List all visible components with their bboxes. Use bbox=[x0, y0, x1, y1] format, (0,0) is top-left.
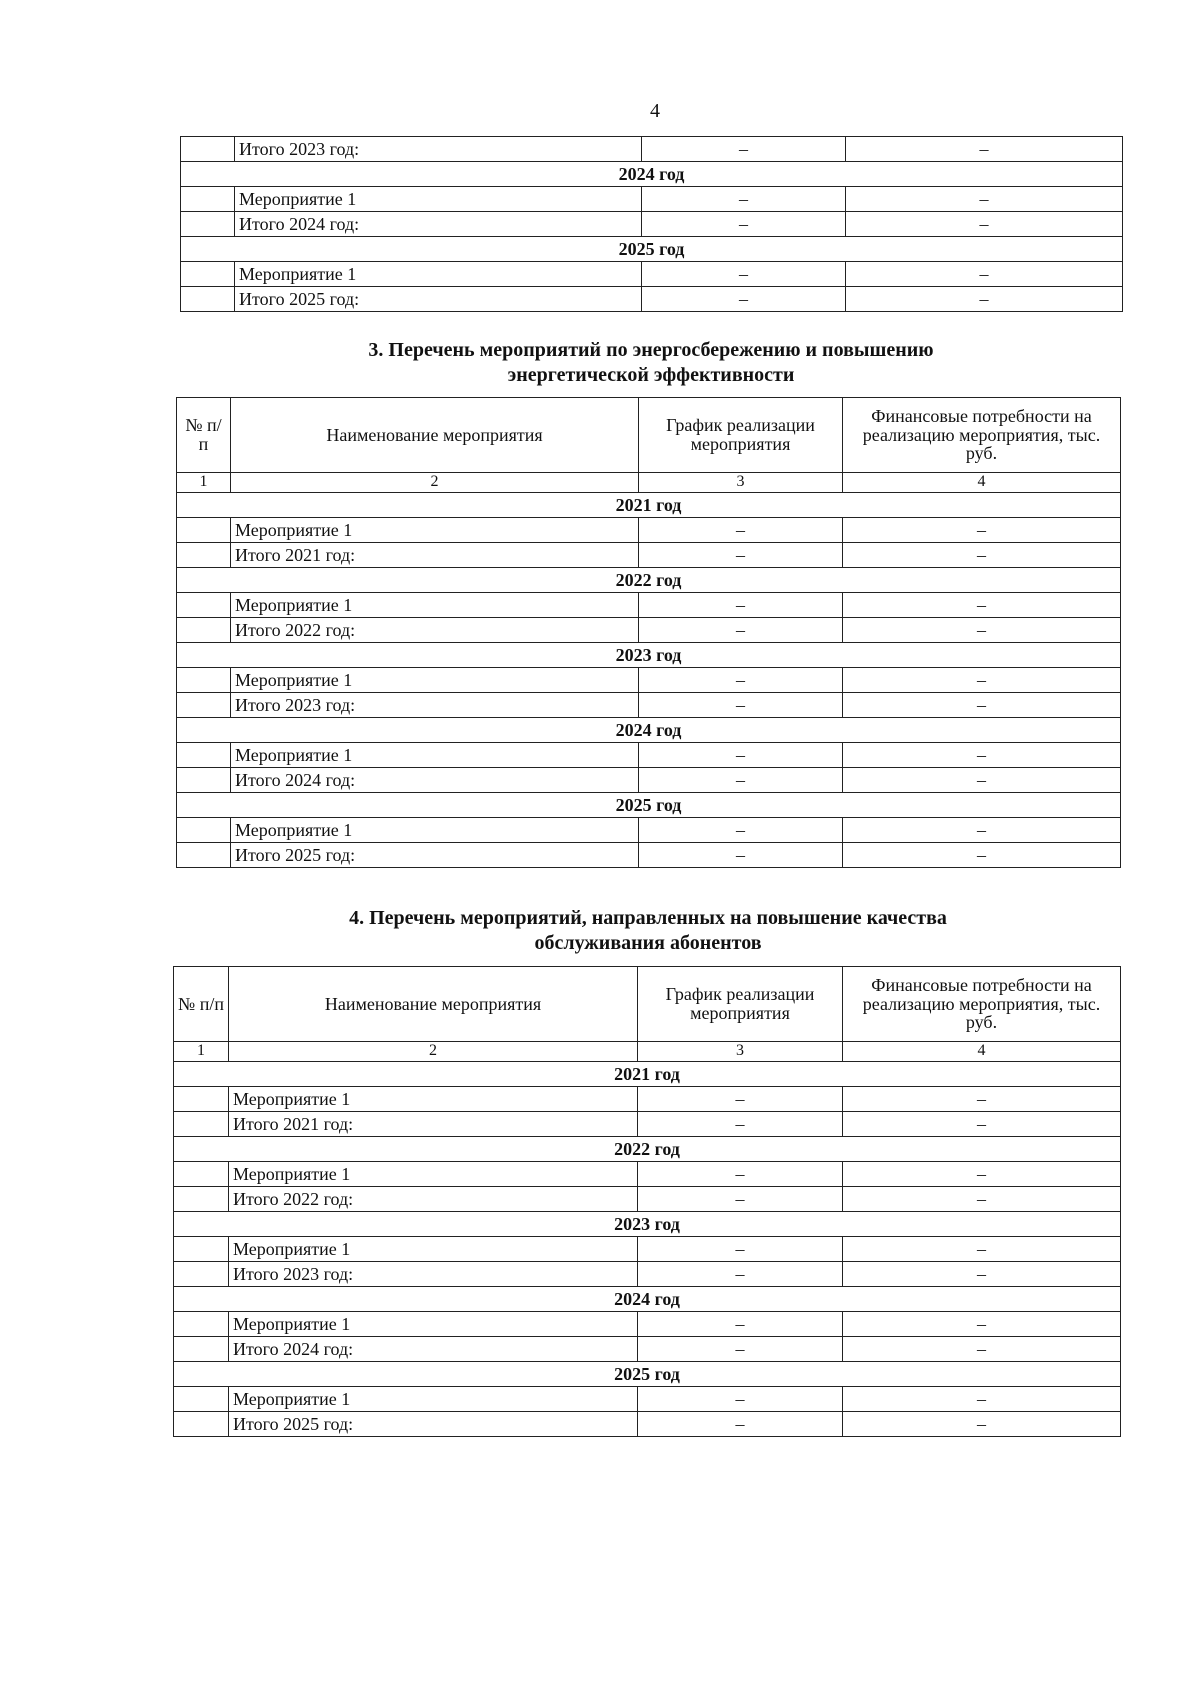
finance-cell: – bbox=[843, 1112, 1121, 1137]
section-4-title-line2: обслуживания абонентов bbox=[534, 932, 762, 954]
column-number: 2 bbox=[229, 1042, 638, 1062]
measure-name: Мероприятие 1 bbox=[229, 1387, 638, 1412]
total-row bbox=[177, 543, 1121, 568]
year-row bbox=[174, 1062, 1121, 1087]
schedule-cell: – bbox=[639, 668, 843, 693]
row-number-cell bbox=[177, 543, 231, 568]
section-3-title-line1: 3. Перечень мероприятий по энергосбережению и повышению bbox=[368, 339, 934, 361]
schedule-cell: – bbox=[642, 187, 846, 212]
finance-cell: – bbox=[843, 593, 1121, 618]
total-row bbox=[177, 768, 1121, 793]
row-number-cell bbox=[174, 1337, 229, 1362]
finance-cell: – bbox=[846, 262, 1123, 287]
year-label: 2022 год bbox=[177, 568, 1121, 593]
row-number-cell bbox=[174, 1262, 229, 1287]
section-3-table-body bbox=[177, 493, 1121, 868]
measure-row bbox=[174, 1387, 1121, 1412]
header-name: Наименование мероприятия bbox=[229, 967, 638, 1042]
total-label: Итого 2023 год: bbox=[229, 1262, 638, 1287]
row-number-cell bbox=[174, 1387, 229, 1412]
year-label: 2024 год bbox=[181, 162, 1123, 187]
total-row bbox=[177, 618, 1121, 643]
continued-table bbox=[180, 136, 1123, 312]
schedule-cell: – bbox=[639, 768, 843, 793]
header-number: № п/п bbox=[177, 398, 231, 473]
row-number-cell bbox=[181, 137, 235, 162]
total-label: Итого 2025 год: bbox=[231, 843, 639, 868]
header-schedule: График реализации мероприятия bbox=[638, 967, 843, 1042]
column-numbers-row bbox=[174, 1042, 1121, 1062]
column-number: 2 bbox=[231, 473, 639, 493]
finance-cell: – bbox=[843, 693, 1121, 718]
finance-cell: – bbox=[843, 543, 1121, 568]
year-row bbox=[177, 643, 1121, 668]
schedule-cell: – bbox=[638, 1337, 843, 1362]
year-row bbox=[181, 237, 1123, 262]
measure-name: Мероприятие 1 bbox=[229, 1312, 638, 1337]
total-row bbox=[181, 137, 1123, 162]
finance-cell: – bbox=[843, 743, 1121, 768]
total-label: Итого 2023 год: bbox=[231, 693, 639, 718]
row-number-cell bbox=[177, 843, 231, 868]
schedule-cell: – bbox=[642, 262, 846, 287]
measure-name: Мероприятие 1 bbox=[229, 1162, 638, 1187]
year-label: 2024 год bbox=[174, 1287, 1121, 1312]
finance-cell: – bbox=[843, 1187, 1121, 1212]
finance-cell: – bbox=[843, 1087, 1121, 1112]
finance-cell: – bbox=[843, 818, 1121, 843]
total-label: Итого 2024 год: bbox=[229, 1337, 638, 1362]
row-number-cell bbox=[177, 768, 231, 793]
section-4-table bbox=[173, 966, 1121, 1437]
row-number-cell bbox=[181, 287, 235, 312]
column-number: 1 bbox=[174, 1042, 229, 1062]
header-finance: Финансовые потребности на реализацию мероприятия, тыс. руб. bbox=[843, 398, 1121, 473]
schedule-cell: – bbox=[638, 1112, 843, 1137]
schedule-cell: – bbox=[639, 543, 843, 568]
total-row bbox=[174, 1187, 1121, 1212]
year-label: 2025 год bbox=[177, 793, 1121, 818]
row-number-cell bbox=[174, 1412, 229, 1437]
total-label: Итого 2025 год: bbox=[235, 287, 642, 312]
header-schedule: График реализации мероприятия bbox=[639, 398, 843, 473]
section-4-title bbox=[176, 906, 1120, 956]
schedule-cell: – bbox=[638, 1237, 843, 1262]
year-row bbox=[174, 1362, 1121, 1387]
year-row bbox=[177, 493, 1121, 518]
column-number: 3 bbox=[638, 1042, 843, 1062]
schedule-cell: – bbox=[642, 212, 846, 237]
total-label: Итого 2024 год: bbox=[235, 212, 642, 237]
continued-table-body bbox=[181, 137, 1123, 312]
row-number-cell bbox=[177, 668, 231, 693]
year-row bbox=[174, 1287, 1121, 1312]
total-label: Итого 2022 год: bbox=[231, 618, 639, 643]
schedule-cell: – bbox=[638, 1162, 843, 1187]
section-3-table bbox=[176, 397, 1121, 868]
row-number-cell bbox=[177, 693, 231, 718]
header-finance: Финансовые потребности на реализацию мероприятия, тыс. руб. bbox=[843, 967, 1121, 1042]
schedule-cell: – bbox=[639, 618, 843, 643]
measure-name: Мероприятие 1 bbox=[231, 818, 639, 843]
total-label: Итого 2021 год: bbox=[229, 1112, 638, 1137]
schedule-cell: – bbox=[642, 137, 846, 162]
row-number-cell bbox=[177, 593, 231, 618]
header-number: № п/п bbox=[174, 967, 229, 1042]
year-row bbox=[181, 162, 1123, 187]
year-label: 2023 год bbox=[174, 1212, 1121, 1237]
finance-cell: – bbox=[843, 1387, 1121, 1412]
schedule-cell: – bbox=[639, 518, 843, 543]
column-number: 4 bbox=[843, 473, 1121, 493]
schedule-cell: – bbox=[639, 843, 843, 868]
total-row bbox=[174, 1412, 1121, 1437]
row-number-cell bbox=[177, 618, 231, 643]
year-label: 2025 год bbox=[181, 237, 1123, 262]
row-number-cell bbox=[177, 518, 231, 543]
column-number: 1 bbox=[177, 473, 231, 493]
schedule-cell: – bbox=[639, 693, 843, 718]
measure-name: Мероприятие 1 bbox=[231, 743, 639, 768]
section-4-title-line1: 4. Перечень мероприятий, направленных на повышение качества bbox=[349, 907, 947, 929]
total-label: Итого 2021 год: bbox=[231, 543, 639, 568]
finance-cell: – bbox=[843, 843, 1121, 868]
finance-cell: – bbox=[843, 1262, 1121, 1287]
schedule-cell: – bbox=[638, 1312, 843, 1337]
column-number: 3 bbox=[639, 473, 843, 493]
measure-row bbox=[174, 1087, 1121, 1112]
page-number: 4 bbox=[650, 100, 660, 122]
year-label: 2024 год bbox=[177, 718, 1121, 743]
finance-cell: – bbox=[843, 618, 1121, 643]
schedule-cell: – bbox=[638, 1412, 843, 1437]
column-number: 4 bbox=[843, 1042, 1121, 1062]
year-row bbox=[177, 718, 1121, 743]
total-row bbox=[177, 693, 1121, 718]
year-row bbox=[174, 1137, 1121, 1162]
finance-cell: – bbox=[846, 137, 1123, 162]
section-3-title bbox=[180, 338, 1122, 388]
measure-name: Мероприятие 1 bbox=[235, 187, 642, 212]
measure-name: Мероприятие 1 bbox=[229, 1237, 638, 1262]
measure-row bbox=[181, 262, 1123, 287]
measure-row bbox=[177, 743, 1121, 768]
measure-name: Мероприятие 1 bbox=[231, 518, 639, 543]
finance-cell: – bbox=[843, 1312, 1121, 1337]
finance-cell: – bbox=[846, 187, 1123, 212]
row-number-cell bbox=[181, 212, 235, 237]
year-label: 2025 год bbox=[174, 1362, 1121, 1387]
total-label: Итого 2025 год: bbox=[229, 1412, 638, 1437]
total-row bbox=[177, 843, 1121, 868]
schedule-cell: – bbox=[638, 1187, 843, 1212]
schedule-cell: – bbox=[638, 1262, 843, 1287]
finance-cell: – bbox=[843, 1412, 1121, 1437]
measure-name: Мероприятие 1 bbox=[231, 593, 639, 618]
schedule-cell: – bbox=[639, 818, 843, 843]
row-number-cell bbox=[174, 1087, 229, 1112]
total-label: Итого 2022 год: bbox=[229, 1187, 638, 1212]
measure-row bbox=[181, 187, 1123, 212]
year-label: 2021 год bbox=[174, 1062, 1121, 1087]
finance-cell: – bbox=[843, 668, 1121, 693]
finance-cell: – bbox=[843, 518, 1121, 543]
year-label: 2022 год bbox=[174, 1137, 1121, 1162]
schedule-cell: – bbox=[638, 1387, 843, 1412]
row-number-cell bbox=[174, 1162, 229, 1187]
header-name: Наименование мероприятия bbox=[231, 398, 639, 473]
section-4-table-body bbox=[174, 1062, 1121, 1437]
measure-row bbox=[174, 1162, 1121, 1187]
finance-cell: – bbox=[843, 1337, 1121, 1362]
row-number-cell bbox=[174, 1187, 229, 1212]
year-label: 2021 год bbox=[177, 493, 1121, 518]
measure-name: Мероприятие 1 bbox=[235, 262, 642, 287]
total-row bbox=[174, 1112, 1121, 1137]
schedule-cell: – bbox=[639, 593, 843, 618]
column-numbers-row bbox=[177, 473, 1121, 493]
year-label: 2023 год bbox=[177, 643, 1121, 668]
finance-cell: – bbox=[843, 1162, 1121, 1187]
header-row bbox=[174, 967, 1121, 1042]
measure-row bbox=[174, 1312, 1121, 1337]
year-row bbox=[177, 568, 1121, 593]
section-3-title-line2: энергетической эффективности bbox=[507, 364, 795, 386]
finance-cell: – bbox=[843, 1237, 1121, 1262]
measure-row bbox=[177, 668, 1121, 693]
year-row bbox=[174, 1212, 1121, 1237]
total-label: Итого 2023 год: bbox=[235, 137, 642, 162]
schedule-cell: – bbox=[638, 1087, 843, 1112]
total-row bbox=[174, 1262, 1121, 1287]
measure-row bbox=[177, 593, 1121, 618]
row-number-cell bbox=[174, 1312, 229, 1337]
finance-cell: – bbox=[843, 768, 1121, 793]
measure-name: Мероприятие 1 bbox=[229, 1087, 638, 1112]
measure-row bbox=[177, 818, 1121, 843]
total-row bbox=[181, 287, 1123, 312]
total-row bbox=[181, 212, 1123, 237]
row-number-cell bbox=[181, 187, 235, 212]
row-number-cell bbox=[177, 743, 231, 768]
total-row bbox=[174, 1337, 1121, 1362]
measure-row bbox=[174, 1237, 1121, 1262]
row-number-cell bbox=[181, 262, 235, 287]
year-row bbox=[177, 793, 1121, 818]
schedule-cell: – bbox=[642, 287, 846, 312]
row-number-cell bbox=[174, 1112, 229, 1137]
row-number-cell bbox=[174, 1237, 229, 1262]
header-row bbox=[177, 398, 1121, 473]
measure-name: Мероприятие 1 bbox=[231, 668, 639, 693]
total-label: Итого 2024 год: bbox=[231, 768, 639, 793]
finance-cell: – bbox=[846, 287, 1123, 312]
schedule-cell: – bbox=[639, 743, 843, 768]
measure-row bbox=[177, 518, 1121, 543]
row-number-cell bbox=[177, 818, 231, 843]
finance-cell: – bbox=[846, 212, 1123, 237]
